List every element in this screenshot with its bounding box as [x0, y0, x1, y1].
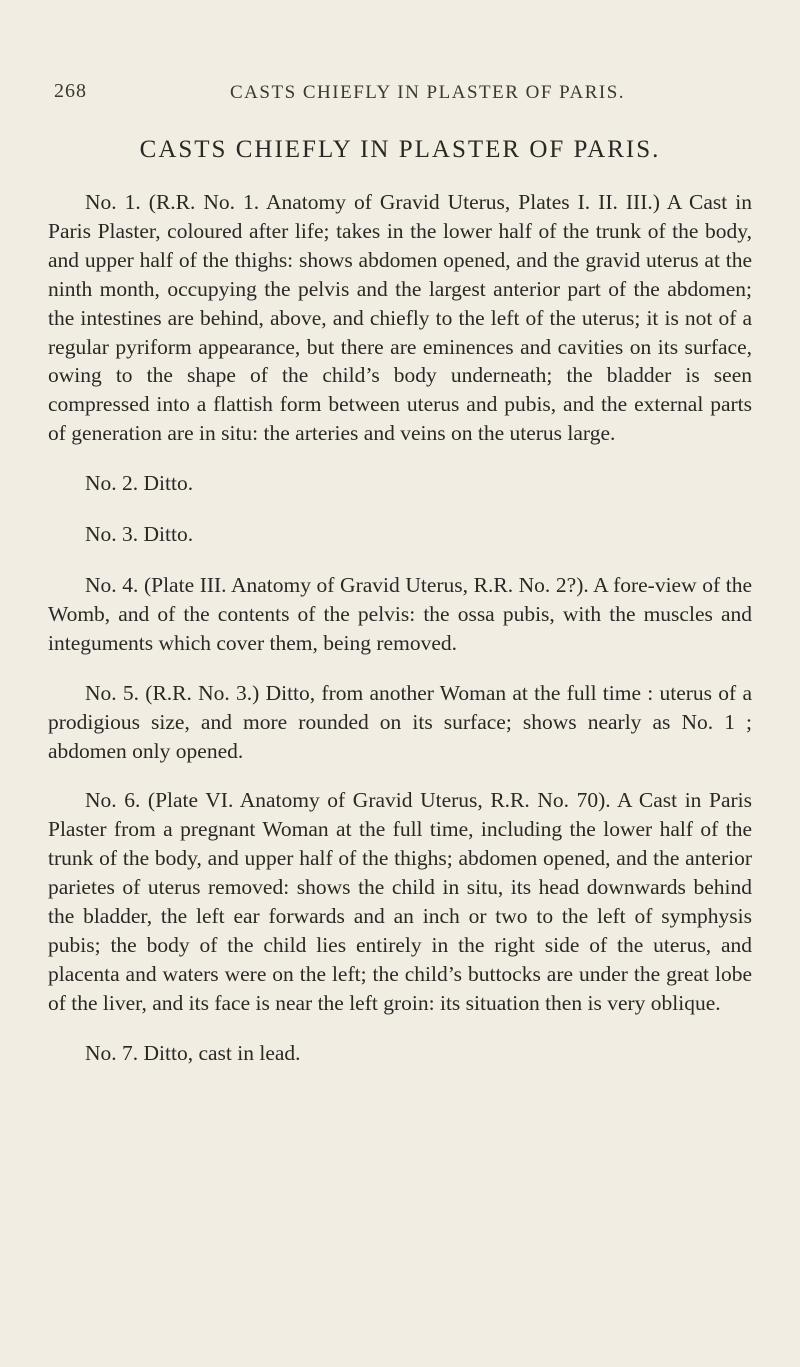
entry-no-3: No. 3. Ditto. [85, 522, 194, 547]
entry-no-2: No. 2. Ditto. [85, 471, 194, 496]
entry-no-6: No. 6. (Plate VI. Anatomy of Gravid Uterus, R.R. No. 70). A Cast in Paris Plaster from a pregnant Woman at the full time, including the lower half of the trunk of the body, and upper half of the thighs; abdomen opened, and the anterior parietes of uterus removed: shows the child in situ, its head downwards behind the bladder, the left ear forwards and an inch or two to the left of symphysis pubis; the body of the child lies entirely in the right side of the uterus, and placenta and waters were on the left; the child’s buttocks are under the great lobe of the liver, and its face is near the left groin: its situation then is very oblique. [48, 788, 752, 1015]
catalogue-entries [48, 188, 752, 1089]
entry-no-5: No. 5. (R.R. No. 3.) Ditto, from another Woman at the full time : uterus of a prodigious size, and more rounded on its surface; shows nearly as No. 1 ; abdomen only opened. [48, 680, 752, 763]
entry-no-7: No. 7. Ditto, cast in lead. [85, 1040, 301, 1065]
page-number: 268 [54, 80, 87, 102]
entry-no-4: No. 4. (Plate III. Anatomy of Gravid Uterus, R.R. No. 2?). A fore-view of the Womb, and of the contents of the pelvis: the ossa pubis, with the muscles and integuments which cover them, being removed. [48, 572, 752, 655]
running-head: CASTS CHIEFLY IN PLASTER OF PARIS. [230, 82, 626, 103]
page-header [54, 80, 754, 110]
section-title: CASTS CHIEFLY IN PLASTER OF PARIS. [139, 136, 661, 163]
entry-no-1: No. 1. (R.R. No. 1. Anatomy of Gravid Uterus, Plates I. II. III.) A Cast in Paris Plaster, coloured after life; takes in the lower half of the trunk of the body, and upper half of the thighs: shows abdomen opened, and the gravid uterus at the ninth month, occupying the pelvis and the largest anterior part of the abdomen; the intestines are behind, above, and chiefly to the left of the uterus; it is not of a regular pyriform appearance, but there are eminences and cavities on its surface, owing to the shape of the child’s body underneath; the bladder is seen compressed into a flattish form between uterus and pubis, and the external parts of generation are in situ: the arteries and veins on the uterus large. [48, 190, 752, 446]
